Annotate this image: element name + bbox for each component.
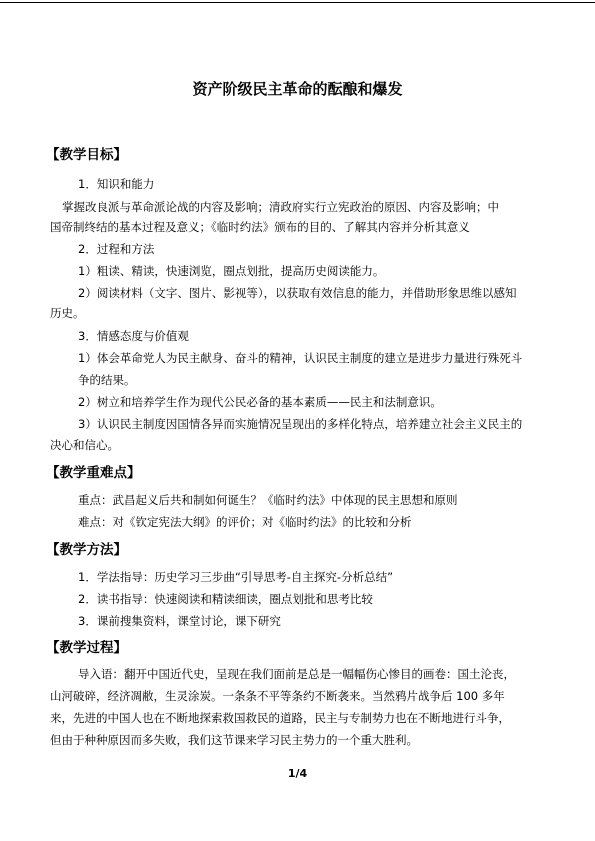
methods-line: 1．学法指导：历史学习三步曲“引导思考-自主探究-分析总结” — [78, 570, 394, 584]
process-line: 山河破碎，经济凋敝，生灵涂炭。一条条不平等条约不断袭来。当然鸦片战争后 100 多年 — [50, 689, 505, 703]
objectives-line: 争的结果。 — [78, 373, 136, 387]
objectives-line: 2．过程和方法 — [78, 242, 155, 256]
page-title: 资产阶级民主革命的酝酿和爆发 — [192, 80, 403, 98]
objectives-line: 国帝制终结的基本过程及意义；《临时约法》颁布的目的、了解其内容并分析其意义 — [50, 220, 470, 234]
objectives-line: 历史。 — [50, 306, 85, 320]
methods-heading: 【教学方法】 — [46, 542, 127, 558]
objectives-line: 决心和信心。 — [50, 438, 119, 452]
objectives-line: 2）树立和培养学生作为现代公民必备的基本素质——民主和法制意识。 — [78, 395, 442, 409]
process-heading: 【教学过程】 — [46, 640, 127, 656]
key-points-heading: 【教学重难点】 — [46, 465, 141, 481]
objectives-line: 3．情感态度与价值观 — [78, 329, 189, 343]
process-line: 来，先进的中国人也在不断地探索救国救民的道路，民主与专制势力也在不断地进行斗争， — [50, 711, 510, 725]
process-line: 导入语：翻开中国近代史，呈现在我们面前是总是一幅幅伤心惨目的画卷：国土沦丧， — [78, 667, 515, 681]
methods-line: 2．读书指导：快速阅读和精读细读，圈点划批和思考比较 — [78, 592, 373, 606]
objectives-line: 1．知识和能力 — [78, 177, 155, 191]
key-points-line: 重点：武昌起义后共和制如何诞生？《临时约法》中体现的民主思想和原则 — [78, 493, 458, 507]
objectives-line: 掌握改良派与革命派论战的内容及影响；清政府实行立宪政治的原因、内容及影响；中 — [62, 200, 499, 214]
top-rule — [0, 2, 595, 3]
objectives-line: 1）粗读、精读，快速浏览，圈点划批，提高历史阅读能力。 — [78, 264, 385, 278]
objectives-line: 2）阅读材料（文字、图片、影视等），以获取有效信息的能力，并借助形象思维以感知 — [78, 286, 517, 300]
methods-line: 3．课前搜集资料，课堂讨论，课下研究 — [78, 614, 281, 628]
process-line: 但由于种种原因而多失败，我们这节课来学习民主势力的一个重大胜利。 — [50, 733, 418, 747]
key-points-line: 难点：对《钦定宪法大纲》的评价；对《临时约法》的比较和分析 — [78, 515, 412, 529]
objectives-heading: 【教学目标】 — [46, 147, 127, 163]
page-number: 1/4 — [287, 767, 308, 780]
objectives-line: 3）认识民主制度因国情各异而实施情况呈现出的多样化特点，培养建立社会主义民主的 — [78, 417, 523, 431]
objectives-line: 1）体会革命党人为民主献身、奋斗的精神，认识民主制度的建立是进步力量进行殊死斗 — [78, 351, 523, 365]
